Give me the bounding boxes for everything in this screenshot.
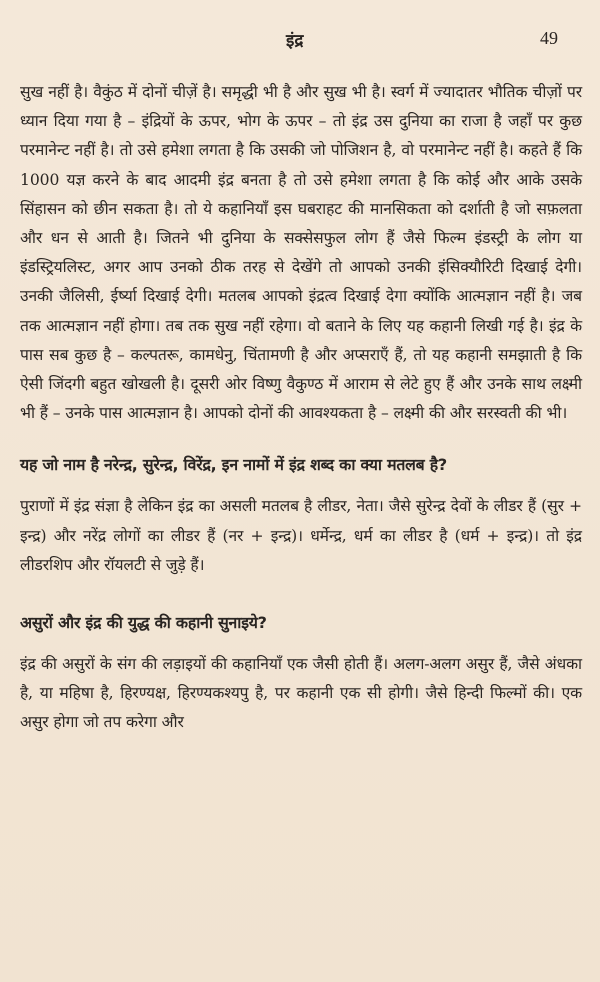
page-number: 49	[540, 28, 558, 48]
question-heading-2: असुरों और इंद्र की युद्ध की कहानी सुनाइये?	[20, 613, 267, 633]
running-title: इंद्र	[286, 31, 304, 51]
question-heading-1: यह जो नाम है नरेन्द्र, सुरेन्द्र, विरेंद्र, इन नामों में इंद्र शब्द का क्या मतलब है?	[20, 455, 447, 475]
page-header	[0, 28, 600, 58]
page-content	[20, 78, 582, 738]
answer-paragraph-1: पुराणों में इंद्र संज्ञा है लेकिन इंद्र का असली मतलब है लीडर, नेता। जैसे सुरेन्द्र देवों के लीडर हैं (सुर + इन्द्र) और नरेंद्र लोगों का लीडर हैं (नर + इन्द्र)। धर्मेन्द्र, धर्म का लीडर है (धर्म + इन्द्र)। तो इंद्र लीडरशिप और रॉयलटी से जुड़े हैं।	[20, 497, 582, 574]
body-paragraph-1: सुख नहीं है। वैकुंठ में दोनों चीज़ें है। समृद्धी भी है और सुख भी है। स्वर्ग में ज्यादातर भौतिक चीज़ों पर ध्यान दिया गया है – इंद्रियों के ऊपर, भोग के ऊपर – तो इंद्र उस दुनिया का राजा है जहाँ पर कुछ परमानेन्ट नहीं है। तो उसे हमेशा लगता है कि उसकी जो पोजिशन है, वो परमानेन्ट नहीं है। कहते हैं कि 1000 यज्ञ करने के बाद आदमी इंद्र बनता है तो उसे हमेशा लगता है कि कोई और आके उसके सिंहासन को छीन सकता है। तो ये कहानियाँ इस घबराहट की मानसिकता को दर्शाती है जो सफ़लता और धन से आती है। जितने भी दुनिया के सक्सेसफुल लोग हैं जैसे फिल्म इंडस्ट्री के लोग या इंडस्ट्रियलिस्ट, अगर आप उनको ठीक तरह से देखेंगे तो आपको उनकी इंसिक्यौरिटी दिखाई देगी। उनकी जैलिसी, ईर्ष्या दिखाई देगी। मतलब आपको इंद्रत्व दिखाई देगा क्योंकि आत्मज्ञान नहीं है। जब तक आत्मज्ञान नहीं होगा। तब तक सुख नहीं रहेगा। वो बताने के लिए यह कहानी लिखी गई है। इंद्र के पास सब कुछ है – कल्पतरू, कामधेनु, चिंतामणी है और अप्सराएँ हैं, तो यह कहानी समझाती है कि ऐसी जिंदगी बहुत खोखली है। दूसरी ओर विष्णु वैकुण्ठ में आराम से लेटे हुए हैं और उनके साथ लक्ष्मी भी हैं – उनके पास आत्मज्ञान है। आपको दोनों की आवश्यकता है – लक्ष्मी की और सरस्वती की भी।	[20, 83, 582, 423]
answer-paragraph-2: इंद्र की असुरों के संग की लड़ाइयों की कहानियाँ एक जैसी होती हैं। अलग-अलग असुर हैं, जैसे अंधका है, या महिषा है, हिरण्यक्ष, हिरण्यकश्यपु है, पर कहानी एक सी होगी। जैसे हिन्दी फिल्मों की। एक असुर होगा जो तप करेगा और	[20, 655, 582, 732]
